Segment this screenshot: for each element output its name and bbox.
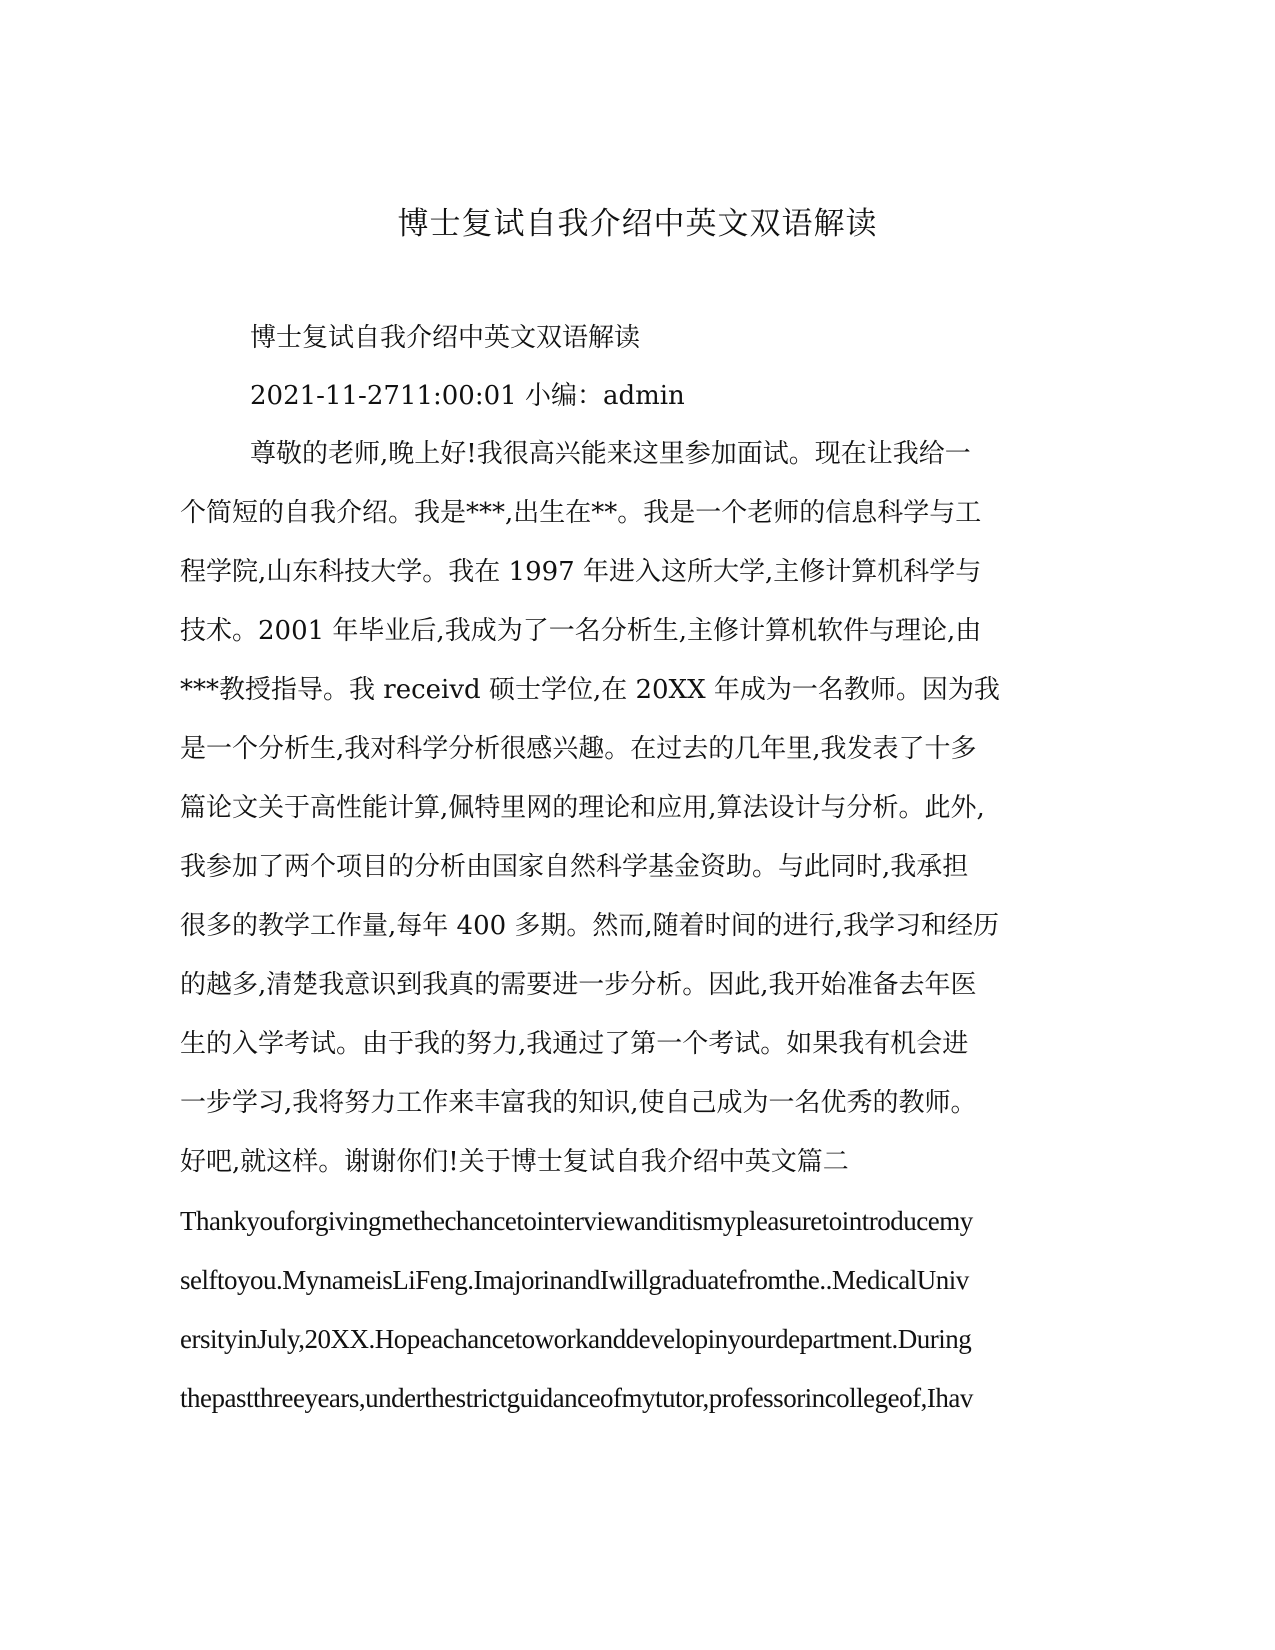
- document-subtitle: 博士复试自我介绍中英文双语解读: [250, 323, 641, 353]
- body-line: 很多的教学工作量,每年 400 多期。然而,随着时间的进行,我学习和经历: [180, 911, 999, 941]
- english-line: ersityinJuly,20XX.Hopeachancetoworkanddevelopinyourdepartment.During: [180, 1324, 972, 1354]
- body-line: 篇论文关于高性能计算,佩特里网的理论和应用,算法设计与分析。此外,: [180, 793, 985, 823]
- body-line: 好吧,就这样。谢谢你们!关于博士复试自我介绍中英文篇二: [180, 1147, 849, 1177]
- body-line: 我参加了两个项目的分析由国家自然科学基金资助。与此同时,我承担: [180, 852, 969, 882]
- body-line: 的越多,清楚我意识到我真的需要进一步分析。因此,我开始准备去年医: [180, 970, 977, 1000]
- publish-meta: 2021-11-2711:00:01 小编：admin: [250, 381, 685, 411]
- body-line: 个简短的自我介绍。我是***,出生在**。我是一个老师的信息科学与工: [180, 498, 982, 528]
- body-line: 是一个分析生,我对科学分析很感兴趣。在过去的几年里,我发表了十多: [180, 734, 977, 764]
- body-line: 程学院,山东科技大学。我在 1997 年进入这所大学,主修计算机科学与: [180, 557, 982, 587]
- english-line: Thankyouforgivingmethechancetointerviewanditismypleasuretointroducemy: [180, 1206, 973, 1236]
- body-line: 一步学习,我将努力工作来丰富我的知识,使自己成为一名优秀的教师。: [180, 1088, 977, 1118]
- body-line: 尊敬的老师,晚上好!我很高兴能来这里参加面试。现在让我给一: [250, 439, 971, 469]
- body-line: ***教授指导。我 receivd 硕士学位,在 20XX 年成为一名教师。因为我: [180, 675, 1000, 705]
- document-title: 博士复试自我介绍中英文双语解读: [397, 206, 878, 242]
- english-line: selftoyou.MynameisLiFeng.ImajorinandIwillgraduatefromthe..MedicalUniv: [180, 1265, 969, 1295]
- english-line: thepastthreeyears,underthestrictguidanceofmytutor,professorincollegeof,Ihav: [180, 1383, 973, 1413]
- body-line: 生的入学考试。由于我的努力,我通过了第一个考试。如果我有机会进: [180, 1029, 969, 1059]
- body-line: 技术。2001 年毕业后,我成为了一名分析生,主修计算机软件与理论,由: [180, 616, 982, 646]
